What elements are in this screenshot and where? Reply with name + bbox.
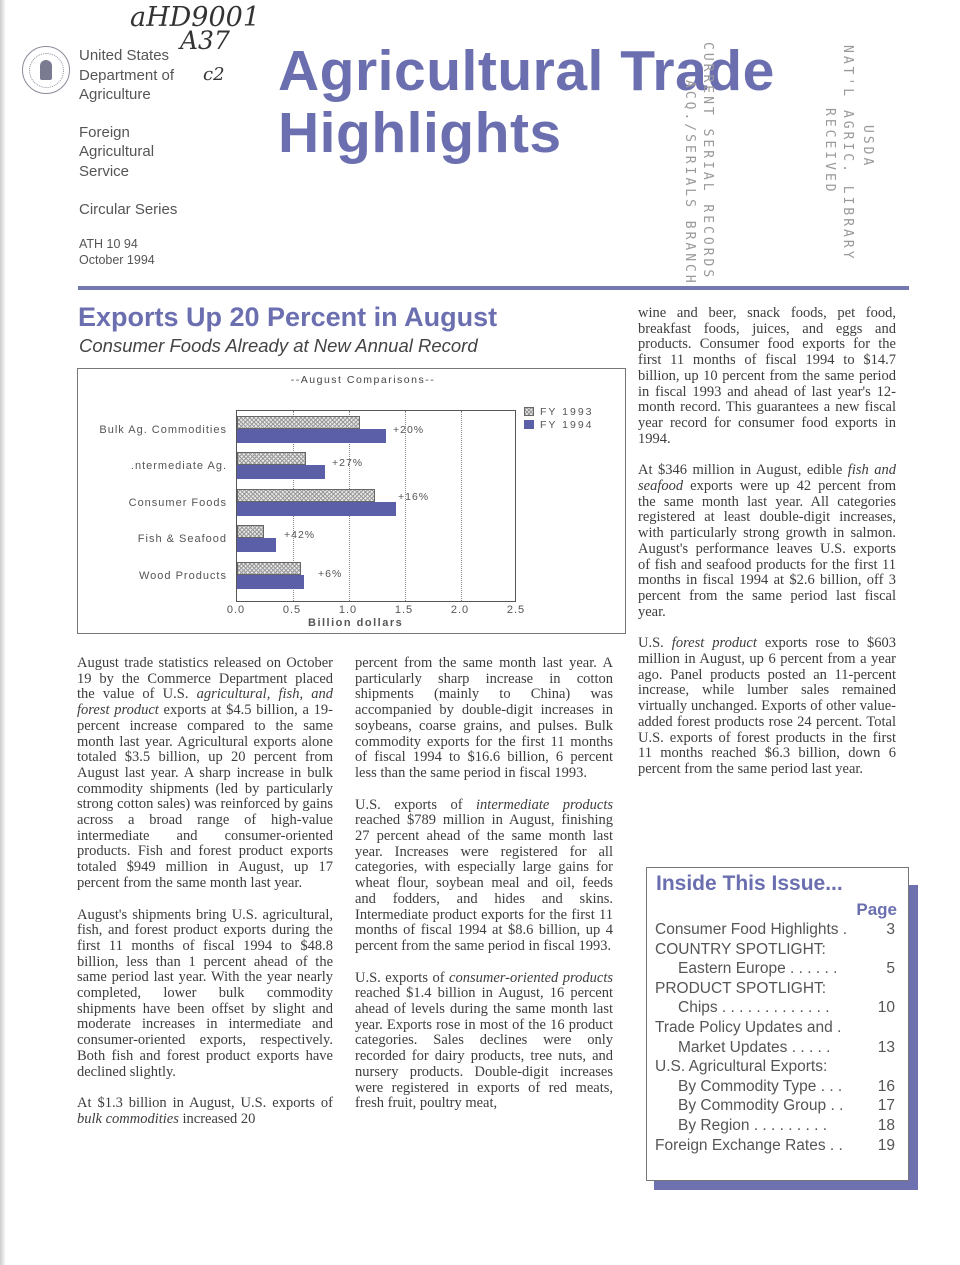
bar-fy1993 xyxy=(237,416,360,429)
agency-block xyxy=(79,46,177,268)
agency-dept-line: Department of xyxy=(79,66,175,84)
bar-fy1993 xyxy=(237,452,306,465)
x-tick-label: 0.0 xyxy=(226,604,246,616)
paragraph: At $346 million in August, edible fish and seafood exports were up 42 percent from the same month last year. All categories registered at least double-digit increases, with particularly strong growth in salmon. August's performance leaves U.S. exports of fish and seafood products for the first 11 months in fiscal 1994 at $2.6 billion, off 3 percent from the same period last fiscal year. xyxy=(638,462,896,620)
x-tick-label: 0.5 xyxy=(282,604,302,616)
handwritten-call-number: aHD9001 xyxy=(130,2,261,33)
inside-this-issue-box xyxy=(646,867,909,1181)
chart-legend xyxy=(524,406,594,432)
x-tick-label: 2.0 xyxy=(450,604,470,616)
header-divider xyxy=(78,286,909,290)
library-stamp-usda: USDA xyxy=(860,125,875,169)
library-stamp-current-serial: CURRENT SERIAL RECORDS xyxy=(700,42,715,281)
toc-item xyxy=(655,979,895,999)
bar-chart xyxy=(77,368,626,634)
chart-annotation: +16% xyxy=(398,491,430,503)
toc-item-label: Consumer Food Highlights . xyxy=(655,921,848,938)
toc-item xyxy=(655,998,895,1018)
agency-dept-line: United States xyxy=(79,47,170,64)
toc-item-page: 10 xyxy=(877,999,895,1017)
x-tick-label: 1.5 xyxy=(394,604,414,616)
legend-item-fy1993: FY 1993 xyxy=(524,406,594,419)
paragraph: percent from the same month last year. A particularly sharp increase in cotton shipments (mainly to China) was accompanied by double-digit increases in soybeans, coarse grains, and pulses. Bulk commodity exports for the first 11 months of fiscal 1994 to $16.6 billion, 6 percent less than the same period in fiscal 1993. xyxy=(355,655,613,781)
toc-item xyxy=(655,1116,895,1136)
agency-service-line: Foreign xyxy=(79,123,130,141)
toc-item-page: 18 xyxy=(877,1116,895,1134)
toc-item xyxy=(655,959,895,979)
library-stamp-serials-branch: ACQ./SERIALS BRANCH xyxy=(682,80,697,286)
chart-annotation: +20% xyxy=(393,424,425,436)
toc-item-page: 5 xyxy=(886,960,895,978)
chart-category-label: Wood Products xyxy=(138,570,227,582)
toc-item-label: U.S. Agricultural Exports: xyxy=(655,1058,828,1076)
toc-item-page: 17 xyxy=(877,1097,895,1115)
toc-item xyxy=(655,940,895,960)
toc-item-label: Trade Policy Updates and . xyxy=(655,1018,842,1036)
chart-category-label: Fish & Seafood xyxy=(137,533,227,545)
toc-item-page: 19 xyxy=(877,1136,895,1154)
agency-service-line: Service xyxy=(79,162,130,180)
masthead-line-2: Highlights xyxy=(278,101,562,165)
article-column-1 xyxy=(77,656,333,1144)
paragraph: U.S. exports of consumer-oriented products reached $1.4 billion in August, 16 percent ahead of levels during the same month last year. Exports rose in most of the 16 product categories. Sales declines were only recorded for dairy products, tree nuts, and nursery products. Double-digit increases were registered in exports of red meats, fresh fruit, poultry meat, xyxy=(355,969,613,1112)
toc-item-label: Foreign Exchange Rates . . xyxy=(655,1136,843,1154)
bar-fy1993 xyxy=(237,525,264,538)
toc-item-label: By Commodity Group . . xyxy=(678,1097,844,1115)
paragraph: U.S. forest product exports rose to $603 million in August, up 6 percent from a year ago. Panel products posted an 11-percent increase, while lumber sales remained virtually unchanged. Exports of other value-added forest products rose 24 percent. Total U.S. exports of forest products in the first 11 months reached $6.3 billion, down 6 percent from the same period last year. xyxy=(638,635,896,777)
chart-title: --August Comparisons-- xyxy=(290,374,436,386)
toc-title: Inside This Issue... xyxy=(656,872,843,895)
library-stamp-received: RECEIVED xyxy=(822,108,837,195)
bar-fy1994 xyxy=(237,502,396,516)
toc-item-label: COUNTRY SPOTLIGHT: xyxy=(655,940,826,958)
chart-annotation: +42% xyxy=(284,529,316,541)
chart-category-label: .ntermediate Ag. xyxy=(130,460,227,472)
toc-item-label: Market Updates . . . . . xyxy=(678,1038,831,1056)
handwritten-call-number-suffix: A37 xyxy=(180,26,230,55)
article-column-3 xyxy=(638,306,896,794)
toc-item xyxy=(655,1057,895,1077)
toc-item xyxy=(655,1018,895,1038)
toc-item-page: 3 xyxy=(886,921,895,938)
series-label: Circular Series xyxy=(79,201,178,218)
x-axis-label: Billion dollars xyxy=(308,617,404,629)
toc-item-label: PRODUCT SPOTLIGHT: xyxy=(655,979,827,997)
legend-item-fy1994: FY 1994 xyxy=(524,419,594,432)
bar-fy1994 xyxy=(237,465,325,479)
paragraph: wine and beer, snack foods, pet food, breakfast foods, juices, and eggs and products. Consumer food exports for the first 11 months of fiscal 1994 to $14.7 billion, up 10 percent from the same period in fiscal 1993 and ahead of last year's 12-month record. This guarantees a new fiscal year record for consumer food exports in 1994. xyxy=(638,305,896,447)
paragraph: U.S. exports of intermediate products reached $789 million in August, finishing 27 percent ahead of the same month last year. Increases were registered for all categories, with especially large gains for wheat flour, soybean meal and oil, feeds and fodders, and hides and skins. Intermediate product exports for the first 11 months of fiscal 1994 at $8.6 billion, up 4 percent from the same period in fiscal 1993. xyxy=(355,796,613,954)
agency-dept-line: Agriculture xyxy=(79,86,151,103)
bar-fy1994 xyxy=(237,538,276,552)
article-column-2 xyxy=(355,656,613,1128)
toc-item-page: 16 xyxy=(877,1077,895,1095)
article-headline: Exports Up 20 Percent in August xyxy=(78,302,498,332)
bar-fy1993 xyxy=(237,489,375,502)
toc-page-header: Page xyxy=(856,900,897,919)
legend-swatch-dotted xyxy=(524,407,534,416)
gridline xyxy=(461,411,462,601)
toc-item xyxy=(655,1077,895,1097)
paragraph: At $1.3 billion in August, U.S. exports of bulk commodities increased 20 xyxy=(77,1095,333,1127)
paragraph: August trade statistics released on October 19 by the Commerce Department placed the value of U.S. agricultural, fish, and forest product exports at $4.5 billion, a 19-percent increase compared to the same month last year. Agricultural exports alone totaled $3.5 billion, up 20 percent from August last year. A sharp increase in bulk commodity shipments (led by particularly strong cotton sales) was reinforced by gains across a broad range of high-value intermediate and consumer-oriented products. Fish and forest product exports totaled $949 million in August, up 17 percent from the same month last year. xyxy=(77,655,333,891)
bar-fy1993 xyxy=(237,562,301,575)
legend-swatch-solid xyxy=(524,420,534,429)
chart-annotation: +27% xyxy=(332,457,364,469)
toc-item xyxy=(655,920,895,940)
gridline xyxy=(405,411,406,601)
usda-seal-icon xyxy=(22,46,70,94)
toc-item xyxy=(655,1136,895,1156)
article-subhead: Consumer Foods Already at New Annual Record xyxy=(79,335,478,356)
toc-item-label: Chips . . . . . . . . . . . . . xyxy=(678,999,830,1017)
toc-item-label: Eastern Europe . . . . . . xyxy=(678,960,838,978)
bar-fy1994 xyxy=(237,429,386,443)
toc-item xyxy=(655,1096,895,1116)
toc-item xyxy=(655,1038,895,1058)
issue-code: ATH 10 94 xyxy=(79,236,138,251)
chart-plot-area xyxy=(236,410,516,602)
toc-item-label: By Commodity Type . . . xyxy=(678,1077,843,1095)
agency-service-line: Agricultural xyxy=(79,143,155,160)
x-tick-label: 1.0 xyxy=(338,604,358,616)
x-tick-label: 2.5 xyxy=(506,604,526,616)
handwritten-copy-number: c2 xyxy=(203,64,225,85)
scan-left-margin-shadow xyxy=(0,0,6,1265)
chart-category-label: Bulk Ag. Commodities xyxy=(99,424,227,436)
library-stamp-national-library: NAT'L AGRIC. LIBRARY xyxy=(840,45,855,262)
bar-fy1994 xyxy=(237,575,304,589)
masthead-line-1: Agricultural Trade xyxy=(278,39,775,103)
chart-category-label: Consumer Foods xyxy=(128,497,227,509)
toc-item-page: 13 xyxy=(877,1038,895,1056)
toc-list xyxy=(655,920,895,1155)
paragraph: August's shipments bring U.S. agricultural, fish, and forest product exports during the first 11 months of fiscal 1994 to $48.8 billion, less than 1 percent ahead of the same period last year. With the year nearly completed, lower bulk commodity shipments have been offset by slight and moderate increases in intermediate and consumer-oriented exports, respectively. Both fish and forest product exports have declined slightly. xyxy=(77,906,333,1080)
toc-item-label: By Region . . . . . . . . . xyxy=(678,1116,828,1134)
issue-date: October 1994 xyxy=(79,252,155,267)
chart-annotation: +6% xyxy=(318,568,343,580)
